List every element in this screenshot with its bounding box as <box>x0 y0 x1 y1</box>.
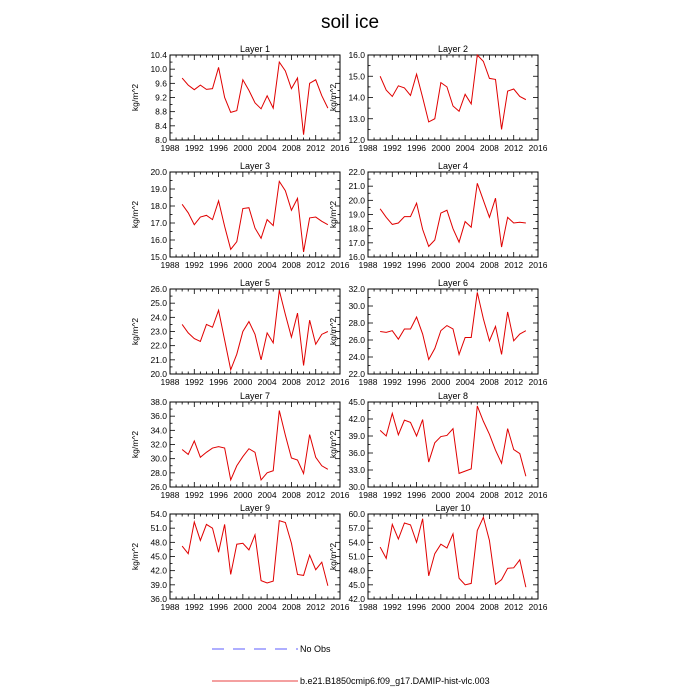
series-line <box>380 292 526 359</box>
y-tick-label: 22.0 <box>348 369 365 379</box>
y-tick-label: 34.0 <box>150 425 167 436</box>
panel-title: Layer 3 <box>239 161 271 171</box>
y-tick-label: 32.0 <box>150 439 167 450</box>
y-tick-label: 22.0 <box>348 167 365 177</box>
y-tick-label: 25.0 <box>150 298 167 309</box>
y-tick-label: 13.0 <box>348 113 365 124</box>
y-tick-label: 28.0 <box>348 318 365 328</box>
y-tick-label: 42.0 <box>348 594 365 604</box>
y-axis-label: kg/m^2 <box>328 430 338 459</box>
y-tick-label: 42.0 <box>150 565 167 576</box>
x-tick-label: 2008 <box>281 260 301 270</box>
x-tick-label: 1992 <box>184 260 204 270</box>
y-tick-label: 8.8 <box>155 106 167 117</box>
x-tick-label: 2008 <box>479 377 499 387</box>
x-tick-label: 2008 <box>281 377 301 387</box>
y-tick-label: 30.0 <box>348 301 365 311</box>
y-tick-label: 39.0 <box>150 579 167 590</box>
y-tick-label: 10.0 <box>150 64 167 75</box>
x-tick-label: 2008 <box>281 143 301 153</box>
x-tick-label: 1992 <box>382 377 402 387</box>
x-tick-label: 2016 <box>330 260 350 270</box>
x-tick-label: 2000 <box>233 143 253 153</box>
x-tick-label: 1992 <box>382 143 402 153</box>
x-tick-label: 1992 <box>382 260 402 270</box>
y-tick-label: 32.0 <box>348 284 365 294</box>
x-tick-label: 2004 <box>257 490 277 500</box>
y-axis-label: kg/m^2 <box>130 200 140 229</box>
series-line <box>182 181 328 252</box>
y-tick-label: 24.0 <box>348 352 365 362</box>
panel-title: Layer 4 <box>437 161 469 171</box>
y-tick-label: 8.4 <box>155 120 167 131</box>
y-tick-label: 20.0 <box>150 369 167 379</box>
x-tick-label: 2000 <box>233 602 253 612</box>
y-tick-label: 22.0 <box>150 340 167 351</box>
y-tick-label: 19.0 <box>348 209 365 220</box>
x-tick-label: 2012 <box>306 260 326 270</box>
panel-title: Layer 10 <box>435 503 471 513</box>
x-tick-label: 2000 <box>431 260 451 270</box>
plot-frame <box>368 172 538 257</box>
y-tick-label: 17.0 <box>348 237 365 248</box>
y-tick-label: 48.0 <box>348 565 365 576</box>
x-tick-label: 2004 <box>257 260 277 270</box>
y-tick-label: 16.0 <box>348 252 365 262</box>
x-tick-label: 1992 <box>184 490 204 500</box>
y-tick-label: 36.0 <box>150 594 167 604</box>
x-tick-label: 1996 <box>407 260 427 270</box>
x-tick-label: 2004 <box>455 260 475 270</box>
x-tick-label: 2012 <box>504 260 524 270</box>
x-tick-label: 1996 <box>407 377 427 387</box>
x-tick-label: 1996 <box>209 490 229 500</box>
x-tick-label: 1988 <box>160 260 180 270</box>
y-tick-label: 20.0 <box>150 167 167 177</box>
panel-7 <box>130 391 350 500</box>
x-tick-label: 2012 <box>504 602 524 612</box>
x-tick-label: 2016 <box>528 490 548 500</box>
figure-title: soil ice <box>320 12 380 33</box>
x-tick-label: 1992 <box>184 143 204 153</box>
x-tick-label: 2016 <box>528 602 548 612</box>
y-tick-label: 9.6 <box>155 78 167 89</box>
y-tick-label: 54.0 <box>150 509 167 519</box>
x-tick-label: 1996 <box>209 377 229 387</box>
y-tick-label: 28.0 <box>150 467 167 478</box>
legend-obs-label: No Obs <box>300 644 331 654</box>
panel-title: Layer 5 <box>239 278 271 288</box>
x-tick-label: 2016 <box>330 377 350 387</box>
y-axis-label: kg/m^2 <box>328 200 338 229</box>
y-tick-label: 30.0 <box>150 453 167 464</box>
panel-2 <box>328 44 548 153</box>
x-tick-label: 2000 <box>233 260 253 270</box>
x-tick-label: 2008 <box>479 602 499 612</box>
y-tick-label: 38.0 <box>150 397 167 407</box>
y-tick-label: 14.0 <box>348 92 365 103</box>
y-tick-label: 17.0 <box>150 218 167 228</box>
y-tick-label: 36.0 <box>150 411 167 422</box>
x-tick-label: 2012 <box>306 377 326 387</box>
y-axis-label: kg/m^2 <box>328 542 338 571</box>
y-tick-label: 26.0 <box>150 284 167 294</box>
y-tick-label: 26.0 <box>348 335 365 345</box>
y-tick-label: 20.0 <box>348 195 365 206</box>
series-line <box>380 183 526 247</box>
y-tick-label: 18.0 <box>348 223 365 234</box>
y-axis-label: kg/m^2 <box>130 83 140 112</box>
panel-10 <box>328 503 548 612</box>
y-tick-label: 26.0 <box>150 482 167 492</box>
series-line <box>380 517 526 587</box>
x-tick-label: 2000 <box>431 602 451 612</box>
x-tick-label: 1996 <box>407 490 427 500</box>
y-tick-label: 54.0 <box>348 537 365 548</box>
series-line <box>182 290 328 369</box>
plot-frame <box>170 289 340 374</box>
x-tick-label: 1996 <box>407 143 427 153</box>
x-tick-label: 1988 <box>358 143 378 153</box>
x-tick-label: 2012 <box>306 143 326 153</box>
x-tick-label: 2004 <box>455 143 475 153</box>
panels-container <box>130 44 548 612</box>
x-tick-label: 1988 <box>160 377 180 387</box>
series-line <box>182 521 328 586</box>
x-tick-label: 2008 <box>479 260 499 270</box>
y-tick-label: 42.0 <box>348 414 365 424</box>
y-tick-label: 24.0 <box>150 312 167 323</box>
y-tick-label: 57.0 <box>348 523 365 534</box>
y-axis-label: kg/m^2 <box>328 83 338 112</box>
x-tick-label: 1992 <box>184 377 204 387</box>
y-tick-label: 60.0 <box>348 509 365 519</box>
panel-title: Layer 2 <box>437 44 469 54</box>
series-line <box>380 406 526 476</box>
x-tick-label: 2004 <box>455 602 475 612</box>
x-tick-label: 1988 <box>160 490 180 500</box>
panel-title: Layer 1 <box>239 44 271 54</box>
y-axis-label: kg/m^2 <box>328 317 338 346</box>
x-tick-label: 1988 <box>358 490 378 500</box>
x-tick-label: 1988 <box>160 602 180 612</box>
y-tick-label: 12.0 <box>348 135 365 145</box>
x-tick-label: 1988 <box>358 377 378 387</box>
x-tick-label: 2016 <box>330 490 350 500</box>
x-tick-label: 2012 <box>504 377 524 387</box>
plot-frame <box>170 55 340 140</box>
y-tick-label: 48.0 <box>150 537 167 548</box>
y-tick-label: 45.0 <box>348 579 365 590</box>
x-tick-label: 2016 <box>330 602 350 612</box>
panel-title: Layer 6 <box>437 278 469 288</box>
x-tick-label: 2012 <box>306 490 326 500</box>
panel-9 <box>130 503 350 612</box>
x-tick-label: 1988 <box>358 260 378 270</box>
x-tick-label: 2012 <box>306 602 326 612</box>
y-tick-label: 15.0 <box>348 71 365 82</box>
y-tick-label: 30.0 <box>348 482 365 492</box>
x-tick-label: 1996 <box>209 602 229 612</box>
y-tick-label: 36.0 <box>348 448 365 458</box>
x-tick-label: 2016 <box>528 377 548 387</box>
legend-model-label: b.e21.B1850cmip6.f09_g17.DAMIP-hist-vlc.003 <box>300 676 490 686</box>
y-tick-label: 21.0 <box>150 354 167 365</box>
x-tick-label: 2016 <box>330 143 350 153</box>
panel-6 <box>328 278 548 387</box>
x-tick-label: 1996 <box>209 260 229 270</box>
x-tick-label: 2000 <box>431 377 451 387</box>
y-tick-label: 21.0 <box>348 181 365 192</box>
x-tick-label: 2008 <box>479 490 499 500</box>
x-tick-label: 2008 <box>281 490 301 500</box>
y-tick-label: 15.0 <box>150 252 167 262</box>
x-tick-label: 2004 <box>257 143 277 153</box>
panel-1 <box>130 44 350 153</box>
y-tick-label: 45.0 <box>348 397 365 407</box>
x-tick-label: 2008 <box>281 602 301 612</box>
panel-3 <box>130 161 350 270</box>
y-tick-label: 19.0 <box>150 184 167 194</box>
y-tick-label: 23.0 <box>150 326 167 337</box>
x-tick-label: 2004 <box>455 377 475 387</box>
series-line <box>182 411 328 480</box>
y-tick-label: 45.0 <box>150 551 167 562</box>
x-tick-label: 1992 <box>382 602 402 612</box>
y-tick-label: 51.0 <box>150 523 167 534</box>
panel-title: Layer 7 <box>239 391 271 401</box>
y-tick-label: 8.0 <box>155 135 167 145</box>
y-tick-label: 51.0 <box>348 551 365 562</box>
x-tick-label: 2004 <box>257 602 277 612</box>
x-tick-label: 2008 <box>479 143 499 153</box>
y-tick-label: 39.0 <box>348 431 365 441</box>
panel-title: Layer 9 <box>239 503 271 513</box>
plot-frame <box>170 172 340 257</box>
y-tick-label: 33.0 <box>348 465 365 475</box>
series-line <box>380 55 526 129</box>
y-tick-label: 18.0 <box>150 201 167 211</box>
y-tick-label: 10.4 <box>150 50 167 60</box>
x-tick-label: 2016 <box>528 260 548 270</box>
x-tick-label: 1996 <box>407 602 427 612</box>
y-axis-label: kg/m^2 <box>130 542 140 571</box>
x-tick-label: 2012 <box>504 143 524 153</box>
y-tick-label: 16.0 <box>150 235 167 245</box>
y-axis-label: kg/m^2 <box>130 430 140 459</box>
x-tick-label: 1992 <box>382 490 402 500</box>
series-line <box>182 62 328 135</box>
y-tick-label: 16.0 <box>348 50 365 60</box>
y-axis-label: kg/m^2 <box>130 317 140 346</box>
x-tick-label: 2000 <box>233 490 253 500</box>
x-tick-label: 2000 <box>233 377 253 387</box>
panel-8 <box>328 391 548 500</box>
y-tick-label: 9.2 <box>155 92 167 103</box>
x-tick-label: 1988 <box>358 602 378 612</box>
x-tick-label: 1996 <box>209 143 229 153</box>
x-tick-label: 2000 <box>431 490 451 500</box>
panel-4 <box>328 161 548 270</box>
x-tick-label: 2016 <box>528 143 548 153</box>
x-tick-label: 1992 <box>184 602 204 612</box>
legend <box>212 644 490 686</box>
x-tick-label: 2004 <box>257 377 277 387</box>
x-tick-label: 2012 <box>504 490 524 500</box>
x-tick-label: 2000 <box>431 143 451 153</box>
x-tick-label: 2004 <box>455 490 475 500</box>
panel-5 <box>130 278 350 387</box>
x-tick-label: 1988 <box>160 143 180 153</box>
plot-frame <box>368 55 538 140</box>
panel-title: Layer 8 <box>437 391 469 401</box>
